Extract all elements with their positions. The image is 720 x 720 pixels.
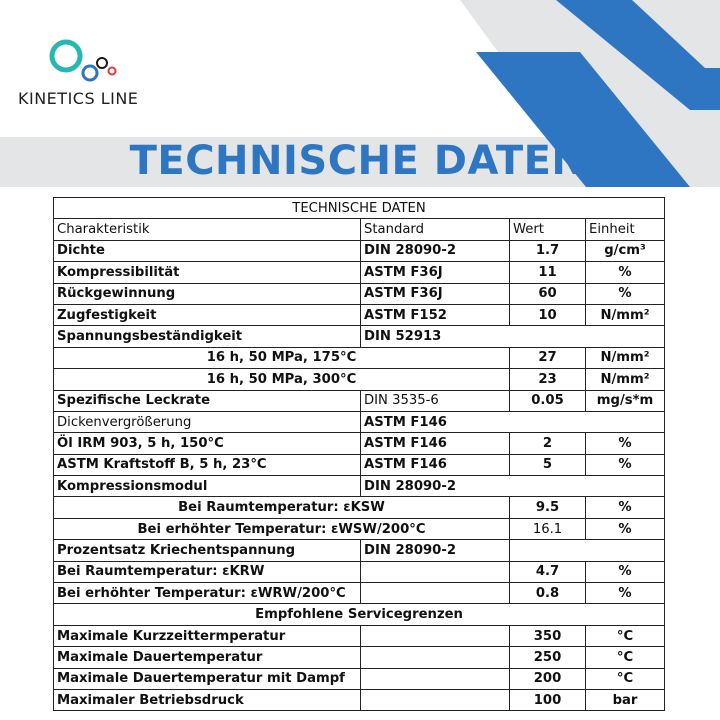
cell-value: 350 — [510, 625, 586, 646]
cell-unit: % — [586, 262, 665, 283]
cell-value: 100 — [510, 689, 586, 710]
cell-characteristic: Kompressibilität — [54, 262, 361, 283]
cell-characteristic: Bei erhöhter Temperatur: εWRW/200°C — [54, 583, 361, 604]
cell-unit: N/mm² — [586, 304, 665, 325]
cell-standard: DIN 28090-2 — [361, 540, 510, 561]
cell-empty — [361, 583, 510, 604]
cell-unit: N/mm² — [586, 369, 665, 390]
table-row — [54, 433, 665, 454]
cell-unit: % — [586, 497, 665, 518]
cell-characteristic: Bei erhöhter Temperatur: εWSW/200°C — [54, 518, 510, 539]
cell-characteristic: Maximale Dauertemperatur — [54, 647, 361, 668]
table-row — [54, 369, 665, 390]
cell-empty — [361, 647, 510, 668]
cell-value: 4.7 — [510, 561, 586, 582]
table-row — [54, 262, 665, 283]
cell-standard: DIN 28090-2 — [361, 240, 510, 261]
logo-circles-icon — [48, 36, 128, 86]
cell-value: 0.05 — [510, 390, 586, 411]
table-row — [54, 518, 665, 539]
cell-characteristic: Zugfestigkeit — [54, 304, 361, 325]
cell-characteristic: Dickenvergrößerung — [54, 411, 361, 432]
cell-value: 5 — [510, 454, 586, 475]
cell-unit: % — [586, 583, 665, 604]
technical-data-table — [53, 197, 665, 711]
cell-unit: % — [586, 283, 665, 304]
cell-value: 2 — [510, 433, 586, 454]
cell-characteristic: 16 h, 50 MPa, 300°C — [54, 369, 510, 390]
table-row — [54, 283, 665, 304]
cell-empty — [361, 561, 510, 582]
cell-characteristic: Rückgewinnung — [54, 283, 361, 304]
table-row — [54, 540, 665, 561]
cell-value: 0.8 — [510, 583, 586, 604]
cell-unit: N/mm² — [586, 347, 665, 368]
cell-standard: ASTM F36J — [361, 283, 510, 304]
cell-unit: bar — [586, 689, 665, 710]
cell-standard: DIN 52913 — [361, 326, 665, 347]
service-heading-row — [54, 604, 665, 625]
cell-value: 27 — [510, 347, 586, 368]
cell-standard: ASTM F146 — [361, 411, 665, 432]
table-caption-row — [54, 198, 665, 219]
table-row — [54, 668, 665, 689]
table-caption: TECHNISCHE DATEN — [54, 198, 665, 219]
brand-name: KINETICS LINE — [18, 89, 139, 108]
table-row — [54, 240, 665, 261]
cell-unit: % — [586, 561, 665, 582]
cell-characteristic: Spezifische Leckrate — [54, 390, 361, 411]
cell-characteristic: Kompressionsmodul — [54, 476, 361, 497]
cell-value: 200 — [510, 668, 586, 689]
table-row — [54, 390, 665, 411]
table-row — [54, 625, 665, 646]
cell-characteristic: Prozentsatz Kriechentspannung — [54, 540, 361, 561]
table-row — [54, 476, 665, 497]
cell-characteristic: Maximale Dauertemperatur mit Dampf — [54, 668, 361, 689]
cell-unit: g/cm³ — [586, 240, 665, 261]
cell-empty — [510, 540, 665, 561]
cell-characteristic: ASTM Kraftstoff B, 5 h, 23°C — [54, 454, 361, 475]
cell-value: 16.1 — [510, 518, 586, 539]
cell-standard: DIN 3535-6 — [361, 390, 510, 411]
table-row — [54, 583, 665, 604]
cell-value: 9.5 — [510, 497, 586, 518]
cell-standard: DIN 28090-2 — [361, 476, 665, 497]
service-heading: Empfohlene Servicegrenzen — [54, 604, 665, 625]
cell-characteristic: Öl IRM 903, 5 h, 150°C — [54, 433, 361, 454]
table-row — [54, 347, 665, 368]
cell-standard: ASTM F146 — [361, 433, 510, 454]
table-row — [54, 454, 665, 475]
cell-characteristic: Bei Raumtemperatur: εKSW — [54, 497, 510, 518]
cell-unit: °C — [586, 647, 665, 668]
cell-empty — [361, 668, 510, 689]
cell-characteristic: Spannungsbeständigkeit — [54, 326, 361, 347]
cell-empty — [361, 625, 510, 646]
cell-unit: % — [586, 454, 665, 475]
header-standard: Standard — [361, 219, 510, 240]
cell-characteristic: Dichte — [54, 240, 361, 261]
cell-value: 10 — [510, 304, 586, 325]
table-row — [54, 647, 665, 668]
cell-unit: % — [586, 433, 665, 454]
cell-unit: °C — [586, 668, 665, 689]
header-characteristic: Charakteristik — [54, 219, 361, 240]
table-row — [54, 497, 665, 518]
table-row — [54, 689, 665, 710]
header-value: Wert — [510, 219, 586, 240]
cell-value: 250 — [510, 647, 586, 668]
cell-standard: ASTM F36J — [361, 262, 510, 283]
cell-unit: % — [586, 518, 665, 539]
table-row — [54, 304, 665, 325]
table-header-row — [54, 219, 665, 240]
cell-value: 60 — [510, 283, 586, 304]
cell-unit: °C — [586, 625, 665, 646]
cell-characteristic: Maximale Kurzzeittermperatur — [54, 625, 361, 646]
table-row — [54, 411, 665, 432]
brand-logo — [18, 36, 158, 116]
cell-characteristic: 16 h, 50 MPa, 175°C — [54, 347, 510, 368]
table-row — [54, 561, 665, 582]
cell-characteristic: Maximaler Betriebsdruck — [54, 689, 361, 710]
cell-standard: ASTM F146 — [361, 454, 510, 475]
header-unit: Einheit — [586, 219, 665, 240]
cell-standard: ASTM F152 — [361, 304, 510, 325]
cell-characteristic: Bei Raumtemperatur: εKRW — [54, 561, 361, 582]
table-row — [54, 326, 665, 347]
cell-unit: mg/s*m — [586, 390, 665, 411]
cell-value: 23 — [510, 369, 586, 390]
page-title: TECHNISCHE DATEN — [129, 138, 586, 184]
cell-value: 1.7 — [510, 240, 586, 261]
cell-value: 11 — [510, 262, 586, 283]
cell-empty — [361, 689, 510, 710]
